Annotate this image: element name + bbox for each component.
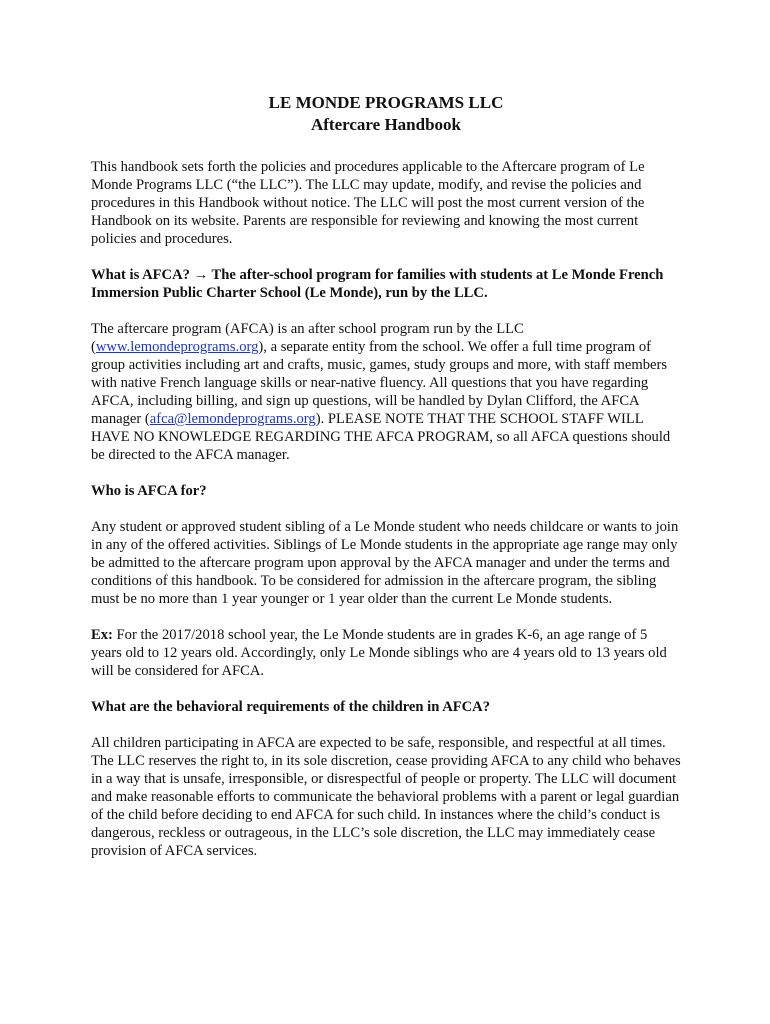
example-label: Ex: [91, 627, 113, 643]
what-text-end: ). PLEASE NOTE THAT THE SCHOOL STAFF WILL HAVE NO KNOWLEDGE REGARDING THE AFCA PROGRAM, so all AFCA questions should be directed to the AFCA manager. [91, 411, 671, 463]
section-who-heading: Who is AFCA for? [91, 483, 207, 499]
email-link[interactable]: afca@lemondeprograms.org [149, 411, 316, 427]
section-who-paragraph: Any student or approved student sibling of a Le Monde student who needs childcare or wants to join in any of the offered activities. Siblings of Le Monde students in the appropriate age range may only be admitted to the aftercare program upon approval by the AFCA manager and under the terms and conditions of this handbook. To be considered for admission in the aftercare program, the sibling must be no more than 1 year younger or 1 year older than the current Le Monde students. [91, 519, 679, 607]
document-page [91, 92, 681, 860]
what-text-middle: ), a separate entity from the school. We offer a full time program of group activities including art and crafts, music, games, study groups and more, with staff members with native French language skills or near-native fluency. All questions that you have regarding AFCA, including billing, and sign up questions, will be handled by Dylan Clifford, the AFCA manager ( [91, 339, 668, 427]
intro-paragraph: This handbook sets forth the policies and procedures applicable to the Aftercare program of Le Monde Programs LLC (“the LLC”). The LLC may update, modify, and revise the policies and procedures in this Handbook without notice. The LLC will post the most current version of the Handbook on its website. Parents are responsible for reviewing and knowing the most current policies and procedures. [91, 159, 645, 247]
section-behavior-paragraph: All children participating in AFCA are expected to be safe, responsible, and respectful at all times. The LLC reserves the right to, in its sole discretion, cease providing AFCA to any child who behaves in a way that is unsafe, irresponsible, or disrespectful of people or property. The LLC will document and make reasonable efforts to communicate the behavioral problems with a parent or legal guardian of the child before deciding to end AFCA for such child. In instances where the child’s conduct is dangerous, reckless or outrageous, in the LLC’s sole discretion, the LLC may immediately cease provision of AFCA services. [91, 735, 681, 859]
example-text: For the 2017/2018 school year, the Le Monde students are in grades K-6, an age range of 5 years old to 12 years old. Accordingly, only Le Monde siblings who are 4 years old to 13 years old will be considered for AFCA. [91, 627, 667, 679]
section-what-heading: What is AFCA? → The after-school program for families with students at Le Monde French Immersion Public Charter School (Le Monde), run by the LLC. [91, 267, 664, 301]
section-behavior-heading: What are the behavioral requirements of the children in AFCA? [91, 699, 491, 715]
section-what-paragraph [91, 320, 681, 464]
title-line-organization: LE MONDE PROGRAMS LLC [268, 93, 504, 112]
document-title [91, 92, 681, 136]
title-line-handbook: Aftercare Handbook [310, 115, 461, 134]
what-text-start: The aftercare program (AFCA) is an after school program run by the LLC ( [91, 321, 524, 355]
example-paragraph [91, 626, 681, 680]
website-link[interactable]: www.lemondeprograms.org [95, 339, 259, 355]
